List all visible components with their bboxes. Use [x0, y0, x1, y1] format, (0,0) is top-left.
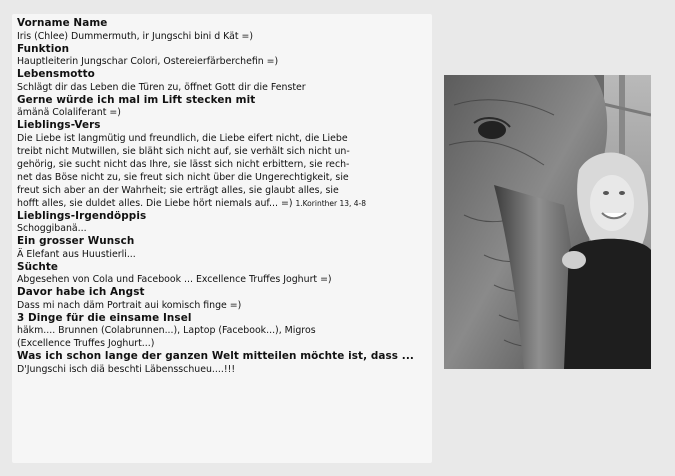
- section-text: Iris (Chlee) Dummermuth, ir Jungschi bini d Kät =): [17, 30, 254, 42]
- photo-elephant-person-icon: [444, 75, 651, 369]
- section-mitteilen: [17, 350, 422, 376]
- verse-line-last: [17, 197, 422, 210]
- section-wunsch: [17, 235, 422, 261]
- section-lieblings-vers: [17, 119, 422, 210]
- profile-content: [17, 17, 422, 376]
- section-heading: Gerne würde ich mal im Lift stecken mit: [17, 93, 256, 106]
- verse-line: freut sich aber an der Wahrheit; sie erträgt alles, sie glaubt alles, sie: [17, 184, 339, 196]
- section-heading: Vorname Name: [17, 17, 108, 29]
- section-text: Schlägt dir das Leben die Türen zu, öffnet Gott dir die Fenster: [17, 81, 306, 93]
- section-heading: Ein grosser Wunsch: [17, 235, 135, 247]
- insel-line: häkm.... Brunnen (Colabrunnen...), Laptop (Facebook...), Migros: [17, 325, 316, 336]
- verse-text: [17, 132, 422, 210]
- section-angst: [17, 286, 422, 312]
- section-funktion: [17, 43, 422, 69]
- verse-line: gehörig, sie sucht nicht das Ihre, sie lässt sich nicht erbittern, sie rech-: [17, 158, 350, 170]
- section-text: Hauptleiterin Jungschar Colori, Ostereierfärberchefin =): [17, 56, 279, 67]
- section-heading: 3 Dinge für die einsame Insel: [17, 311, 192, 324]
- portrait-photo: [444, 75, 651, 369]
- section-heading: Funktion: [17, 42, 70, 55]
- section-heading: Was ich schon lange der ganzen Welt mitteilen möchte ist, dass ...: [17, 350, 414, 362]
- section-text: ämänä Colaliferant =): [17, 107, 121, 118]
- section-irgendoeppis: [17, 210, 422, 236]
- section-heading: Süchte: [17, 260, 59, 273]
- section-insel: [17, 312, 422, 351]
- section-lift: [17, 94, 422, 120]
- section-text: D'Jungschi isch diä beschti Läbensschueu....!!!: [17, 363, 236, 375]
- section-text: Schoggibanä...: [17, 223, 87, 234]
- insel-line: (Excellence Truffes Joghurt...): [17, 338, 155, 349]
- verse-line: net das Böse nicht zu, sie freut sich nicht über die Ungerechtigkeit, sie: [17, 171, 349, 183]
- section-text: [17, 324, 422, 350]
- section-heading: Lieblings-Vers: [17, 119, 101, 131]
- section-text: Abgesehen von Cola und Facebook ... Excellence Truffes Joghurt =): [17, 274, 332, 285]
- section-heading: Lebensmotto: [17, 68, 95, 80]
- section-suechte: [17, 261, 422, 287]
- section-lebensmotto: [17, 68, 422, 94]
- section-text: Dass mi nach däm Portrait aui komisch finge =): [17, 299, 242, 311]
- section-text: Ä Elefant aus Huustierli...: [17, 248, 136, 260]
- verse-reference: 1.Korinther 13, 4-8: [295, 198, 367, 208]
- verse-line: hofft alles, sie duldet alles. Die Liebe hört niemals auf... =): [17, 197, 293, 209]
- verse-line: Die Liebe ist langmütig und freundlich, die Liebe eifert nicht, die Liebe: [17, 132, 348, 144]
- verse-line: treibt nicht Mutwillen, sie bläht sich nicht auf, sie verhält sich nicht un-: [17, 145, 350, 157]
- section-heading: Davor habe ich Angst: [17, 286, 145, 298]
- section-name: [17, 17, 422, 43]
- section-heading: Lieblings-Irgendöppis: [17, 209, 147, 222]
